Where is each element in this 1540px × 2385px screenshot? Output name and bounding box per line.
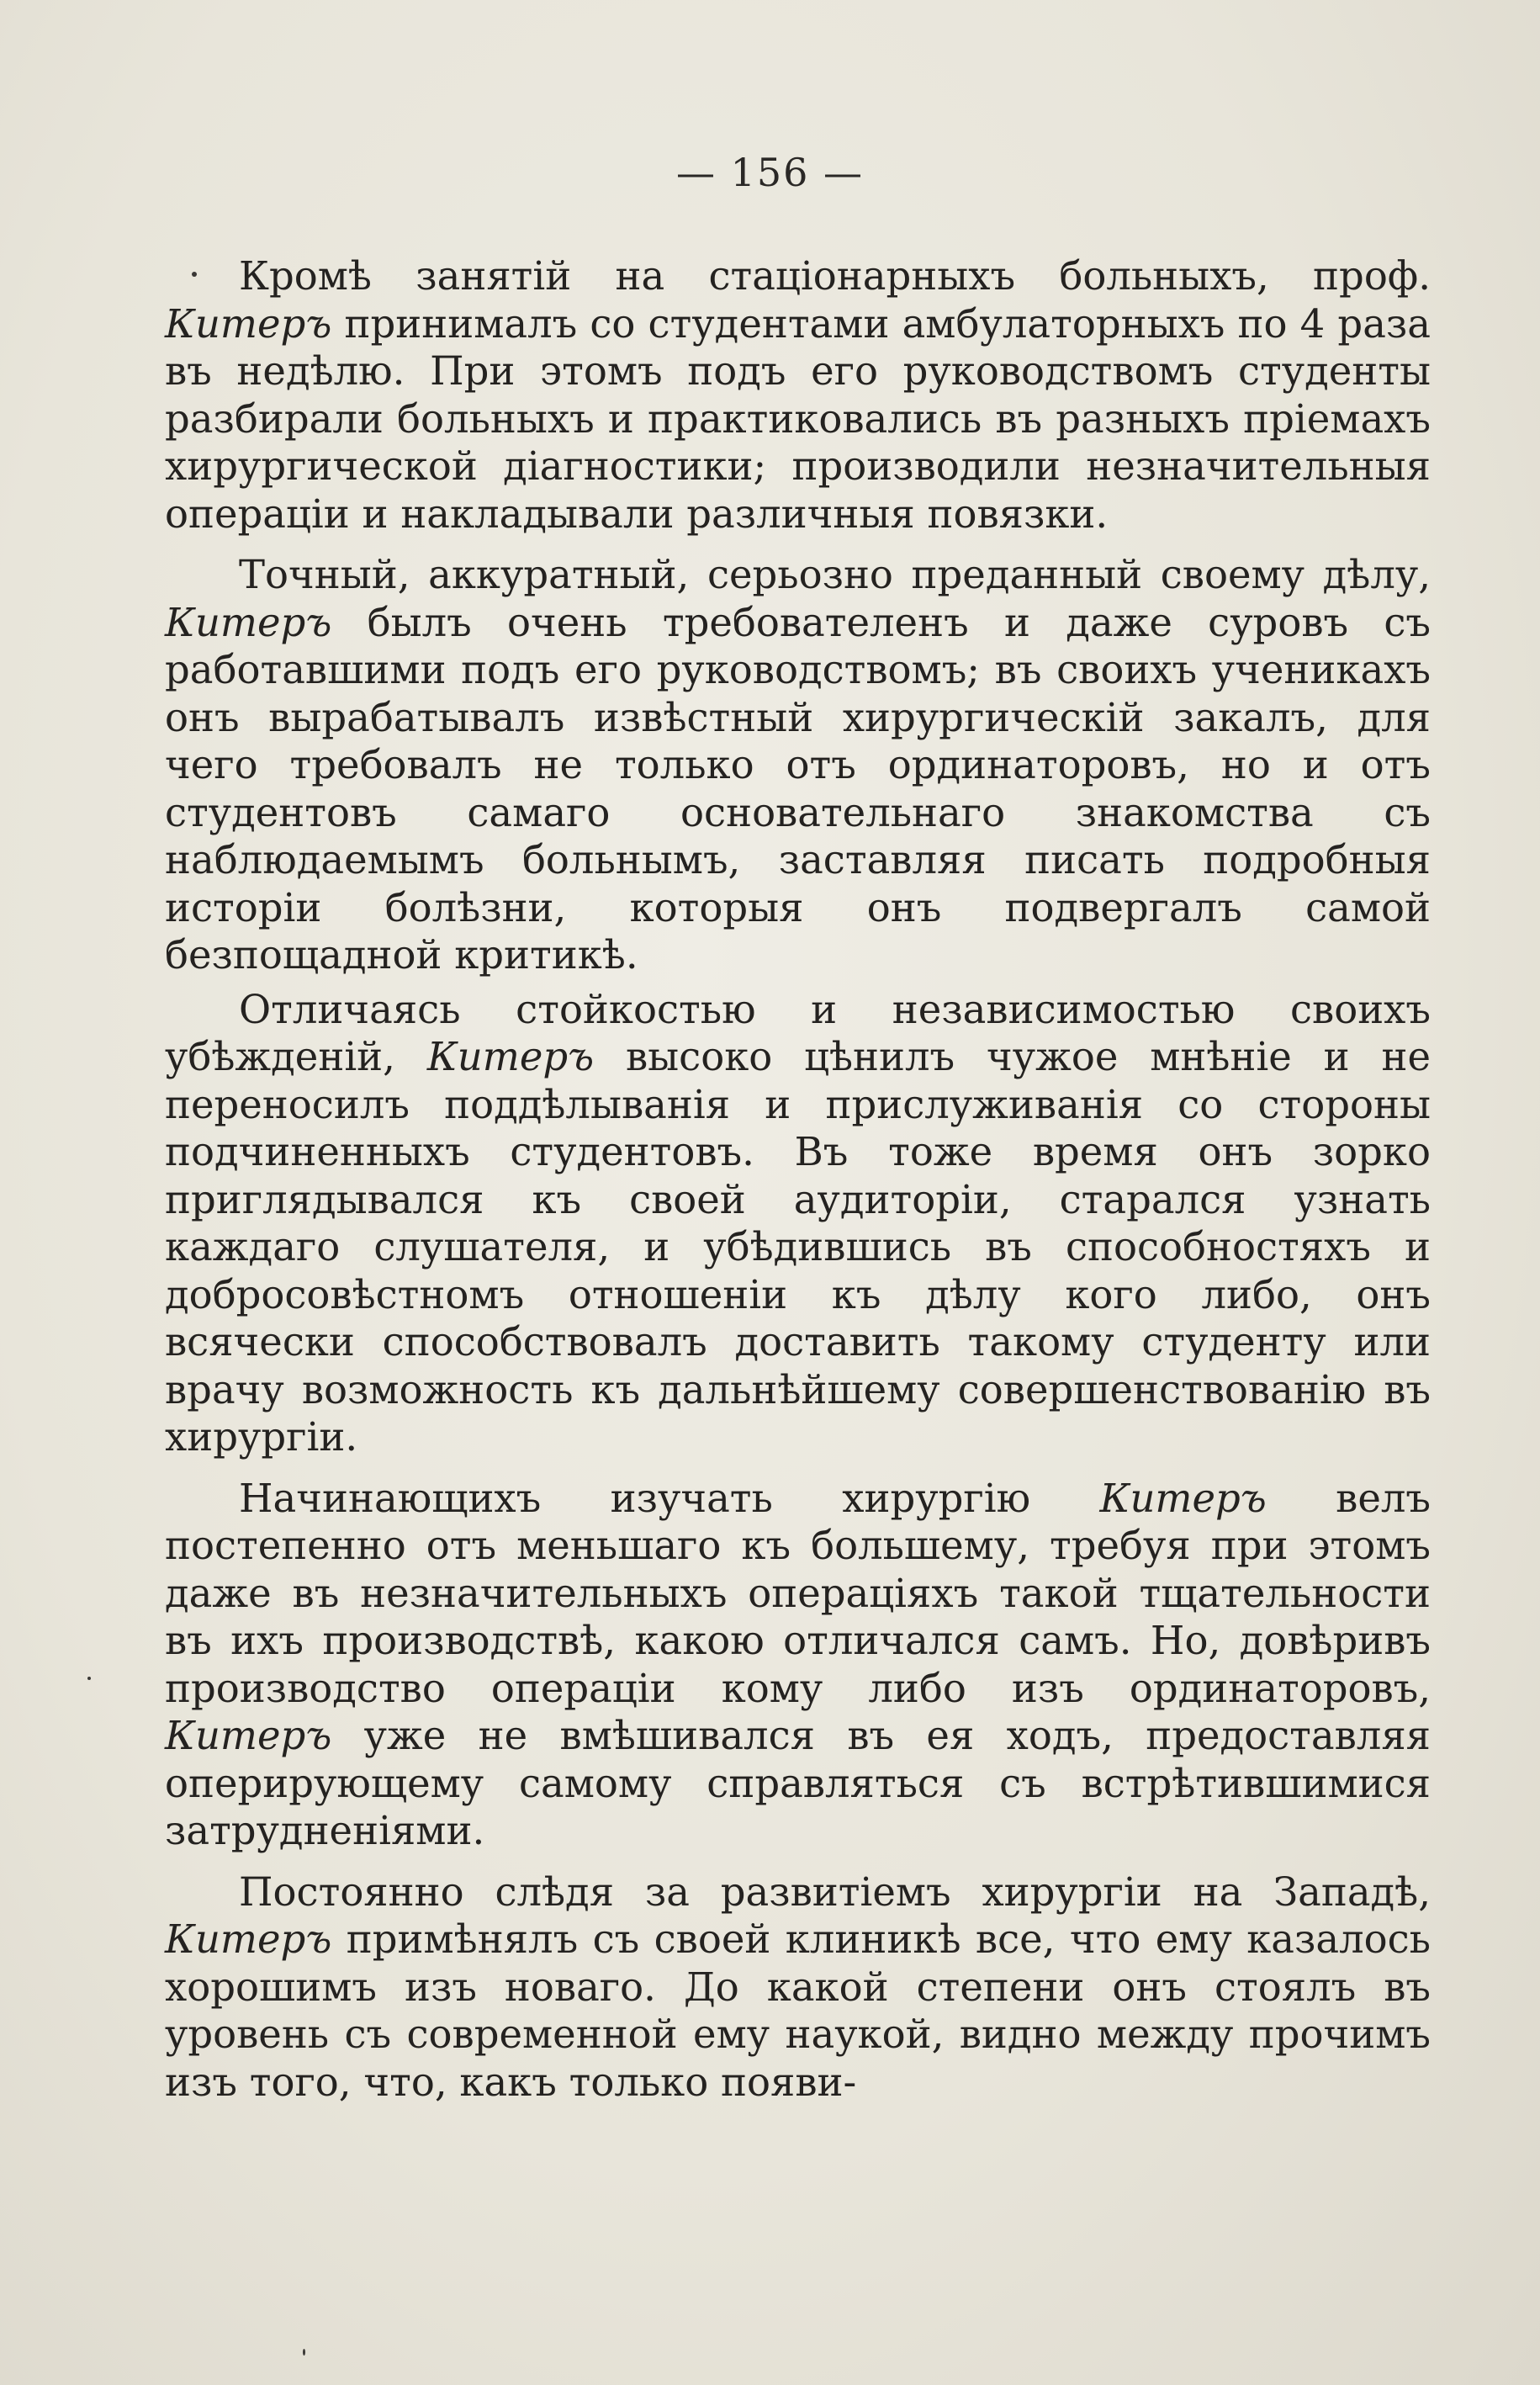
name-kiter: Китеръ — [165, 1713, 332, 1758]
ink-speck — [192, 272, 197, 277]
text-segment: былъ очень требователенъ и даже суровъ съ работавшими подъ его руководствомъ; въ своихъ ученикахъ онъ вырабатывалъ извѣстный хирургическій закалъ, для чего требовалъ не только отъ ординаторовъ, но и отъ студентовъ самаго основательнаго знакомства съ наблюдаемымъ больнымъ, заставляя писать подробныя исторіи болѣзни, которыя онъ подвергалъ самой безпощадной критикѣ. — [165, 599, 1431, 978]
name-kiter: Китеръ — [1099, 1475, 1267, 1521]
body-text — [165, 252, 1431, 2119]
ink-speck — [87, 1677, 91, 1680]
name-kiter: Китеръ — [165, 300, 332, 347]
page-number: — 156 — — [675, 150, 865, 195]
ink-speck — [303, 2349, 305, 2356]
paragraph-3 — [165, 986, 1431, 1461]
text-segment: Отличаясь стойкостью и независимостью своихъ убѣжденій, — [165, 986, 1431, 1079]
paragraph-2 — [165, 551, 1431, 979]
name-kiter: Китеръ — [165, 599, 332, 645]
text-segment: Точный, аккуратный, серьозно преданный своему дѣлу, — [239, 552, 1431, 597]
text-segment: примѣнялъ съ своей клиникѣ все, что ему казалось хорошимъ изъ новаго. До какой степени онъ стоялъ въ уровень съ современной ему наукой, видно между прочимъ изъ того, что, какъ только появи- — [165, 1916, 1431, 2105]
text-segment: высоко цѣнилъ чужое мнѣніе и не переносилъ поддѣлыванія и прислуживанія со стороны подчиненныхъ студентовъ. Въ тоже время онъ зорко приглядывался къ своей аудиторіи, старался узнать каждаго слушателя, и убѣдившись въ способностяхъ и добросовѣстномъ отношеніи къ дѣлу кого либо, онъ всячески способствовалъ доставить такому студенту или врачу возможность къ дальнѣйшему совершенствованію въ хирургіи. — [165, 1034, 1431, 1460]
text-segment: Кромѣ занятій на стаціонарныхъ больныхъ, проф. — [239, 253, 1431, 299]
paragraph-4 — [165, 1475, 1431, 1855]
paragraph-1 — [165, 252, 1431, 538]
text-segment: велъ постепенно отъ меньшаго къ большему, требуя при этомъ даже въ незначительныхъ операціяхъ такой тщательности въ ихъ производствѣ, какою отличался самъ. Но, довѣривъ производство операціи кому либо изъ ординаторовъ, — [165, 1475, 1431, 1711]
name-kiter: Китеръ — [426, 1034, 595, 1079]
text-segment: Постоянно слѣдя за развитіемъ хирургіи на Западѣ, — [239, 1868, 1431, 1915]
text-segment: принималъ со студентами амбулаторныхъ по 4 раза въ недѣлю. При этомъ подъ его руководствомъ студенты разбирали больныхъ и практиковались въ разныхъ пріемахъ хирургической діагностики; производили незначительныя операціи и накладывали различныя повязки. — [165, 300, 1431, 537]
text-segment: уже не вмѣшивался въ ея ходъ, предоставляя оперирующему самому справляться съ встрѣтившимися затрудненіями. — [165, 1713, 1431, 1853]
text-segment: Начинающихъ изучать хирургію — [239, 1475, 1100, 1521]
name-kiter: Китеръ — [165, 1916, 332, 1962]
paragraph-5 — [165, 1868, 1431, 2107]
